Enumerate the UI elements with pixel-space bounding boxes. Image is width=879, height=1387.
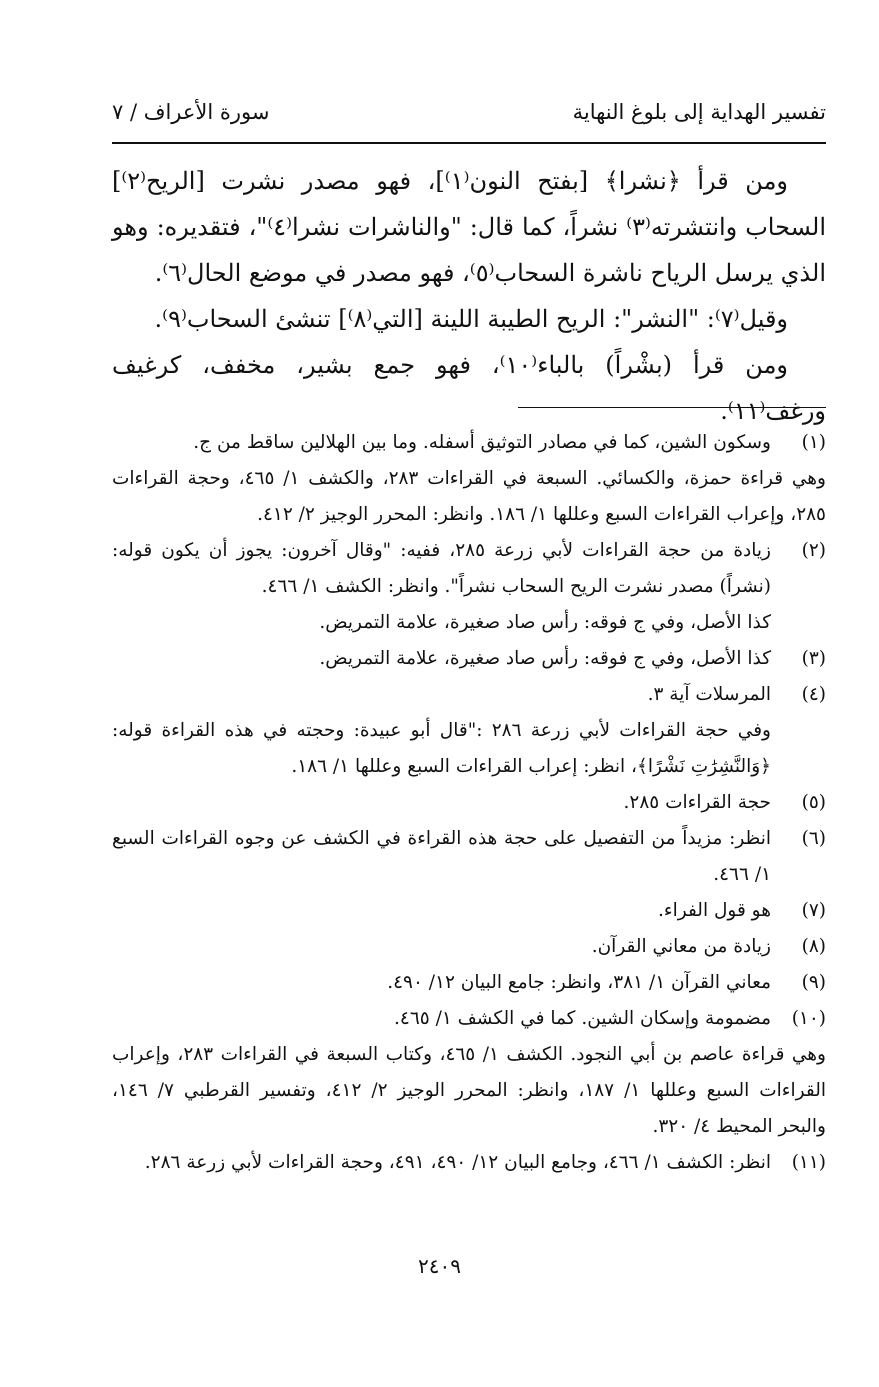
footnote-text: مضمومة وإسكان الشين. كما في الكشف ١/ ٤٦٥.	[394, 1008, 771, 1029]
main-paragraph: ومن قرأ ﴿نشرا﴾ [بفتح النون⁽١⁾]، فهو مصدر نشرت [الريح⁽٢⁾] السحاب وانتشرته⁽٣⁾ نشراً، كما قال: "والناشرات نشرا⁽٤⁾"، فتقديره: وهو الذي يرسل الرياح ناشرة السحاب⁽٥⁾، فهو مصدر في موضع الحال⁽٦⁾.	[112, 167, 826, 287]
footnote-text: هو قول الفراء.	[658, 900, 771, 921]
footnote-text: وسكون الشين، كما في مصادر التوثيق أسفله. وما بين الهلالين ساقط من ج.	[193, 432, 771, 453]
footnote-number: (٩)	[801, 972, 826, 993]
main-paragraph: وقيل⁽٧⁾: "النشر": الريح الطيبة اللينة [التي⁽٨⁾] تنشئ السحاب⁽٩⁾.	[154, 305, 788, 333]
footnote-number: (٦)	[801, 828, 826, 849]
footnote-number: (١٠)	[791, 1008, 826, 1029]
main-text	[112, 158, 826, 434]
main-paragraph: ومن قرأ (بشْراً) بالباء⁽١٠⁾، فهو جمع بشير، مخفف، كرغيف ورغف⁽١١⁾.	[112, 351, 826, 425]
surah-title: سورة الأعراف / ٧	[112, 100, 270, 124]
footnote-number: (١)	[801, 432, 826, 453]
footnote-text: انظر: الكشف ١/ ٤٦٦، وجامع البيان ١٢/ ٤٩٠، ٤٩١، وحجة القراءات لأبي زرعة ٢٨٦.	[144, 1152, 771, 1173]
footnote-text: انظر: مزيداً من التفصيل على حجة هذه القراءة في الكشف عن وجوه القراءات السبع ١/ ٤٦٦.	[112, 828, 771, 885]
footnote-text: وفي حجة القراءات لأبي زرعة ٢٨٦ :"قال أبو عبيدة: وحجته في هذه القراءة قوله: ﴿وَالنَّشِرَٰتِ نَشْرًا﴾، انظر: إعراب القراءات السبع وعللها ١/ ١٨٦.	[112, 720, 771, 777]
footnote-number: (٤)	[801, 684, 826, 705]
footnote	[112, 1001, 826, 1145]
footnote-text: وهي قراءة عاصم بن أبي النجود. الكشف ١/ ٤٦٥، وكتاب السبعة في القراءات ٢٨٣، وإعراب القراءات السبع وعللها ١/ ١٨٧، وانظر: المحرر الوجيز ٢/ ٤١٢، وتفسير القرطبي ٧/ ١٤٦، والبحر المحيط ٤/ ٣٢٠.	[112, 1044, 826, 1137]
footnote	[112, 821, 826, 893]
running-header	[112, 96, 826, 136]
footnote	[112, 929, 826, 965]
footnote-number: (١١)	[791, 1152, 826, 1173]
footnote	[112, 641, 826, 677]
header-divider	[112, 142, 826, 144]
footnote	[112, 785, 826, 821]
footnote	[112, 1145, 826, 1181]
footnote	[112, 533, 826, 641]
footnote-text: كذا الأصل، وفي ج فوقه: رأس صاد صغيرة، علامة التمريض.	[319, 612, 771, 633]
footnote-text: معاني القرآن ١/ ٣٨١، وانظر: جامع البيان ١٢/ ٤٩٠.	[387, 972, 771, 993]
footnote	[112, 677, 826, 785]
footnote-divider	[518, 407, 826, 408]
page-number: ٢٤٠٩	[418, 1254, 461, 1278]
footnote-number: (٧)	[801, 900, 826, 921]
book-title: تفسير الهداية إلى بلوغ النهاية	[572, 100, 826, 124]
footnote-number: (٨)	[801, 936, 826, 957]
footnote-text: المرسلات آية ٣.	[647, 684, 771, 705]
footnote-text: كذا الأصل، وفي ج فوقه: رأس صاد صغيرة، علامة التمريض.	[319, 648, 771, 669]
footnote-number: (٢)	[801, 540, 826, 561]
footnote-number: (٣)	[801, 648, 826, 669]
footnotes	[112, 425, 826, 1181]
footnote-text: زيادة من حجة القراءات لأبي زرعة ٢٨٥، ففيه: "وقال آخرون: يجوز أن يكون قوله: (نشراً) مصدر نشرت الريح السحاب نشراً". وانظر: الكشف ١/ ٤٦٦.	[112, 540, 771, 597]
footnote-text: وهي قراءة حمزة، والكسائي. السبعة في القراءات ٢٨٣، والكشف ١/ ٤٦٥، وحجة القراءات ٢٨٥، وإعراب القراءات السبع وعللها ١/ ١٨٦. وانظر: المحرر الوجيز ٢/ ٤١٢.	[112, 468, 826, 525]
footnote-text: حجة القراءات ٢٨٥.	[623, 792, 771, 813]
footnote-number: (٥)	[801, 792, 826, 813]
footnote	[112, 425, 826, 533]
footnote	[112, 893, 826, 929]
footnote	[112, 965, 826, 1001]
footnote-text: زيادة من معاني القرآن.	[591, 936, 771, 957]
